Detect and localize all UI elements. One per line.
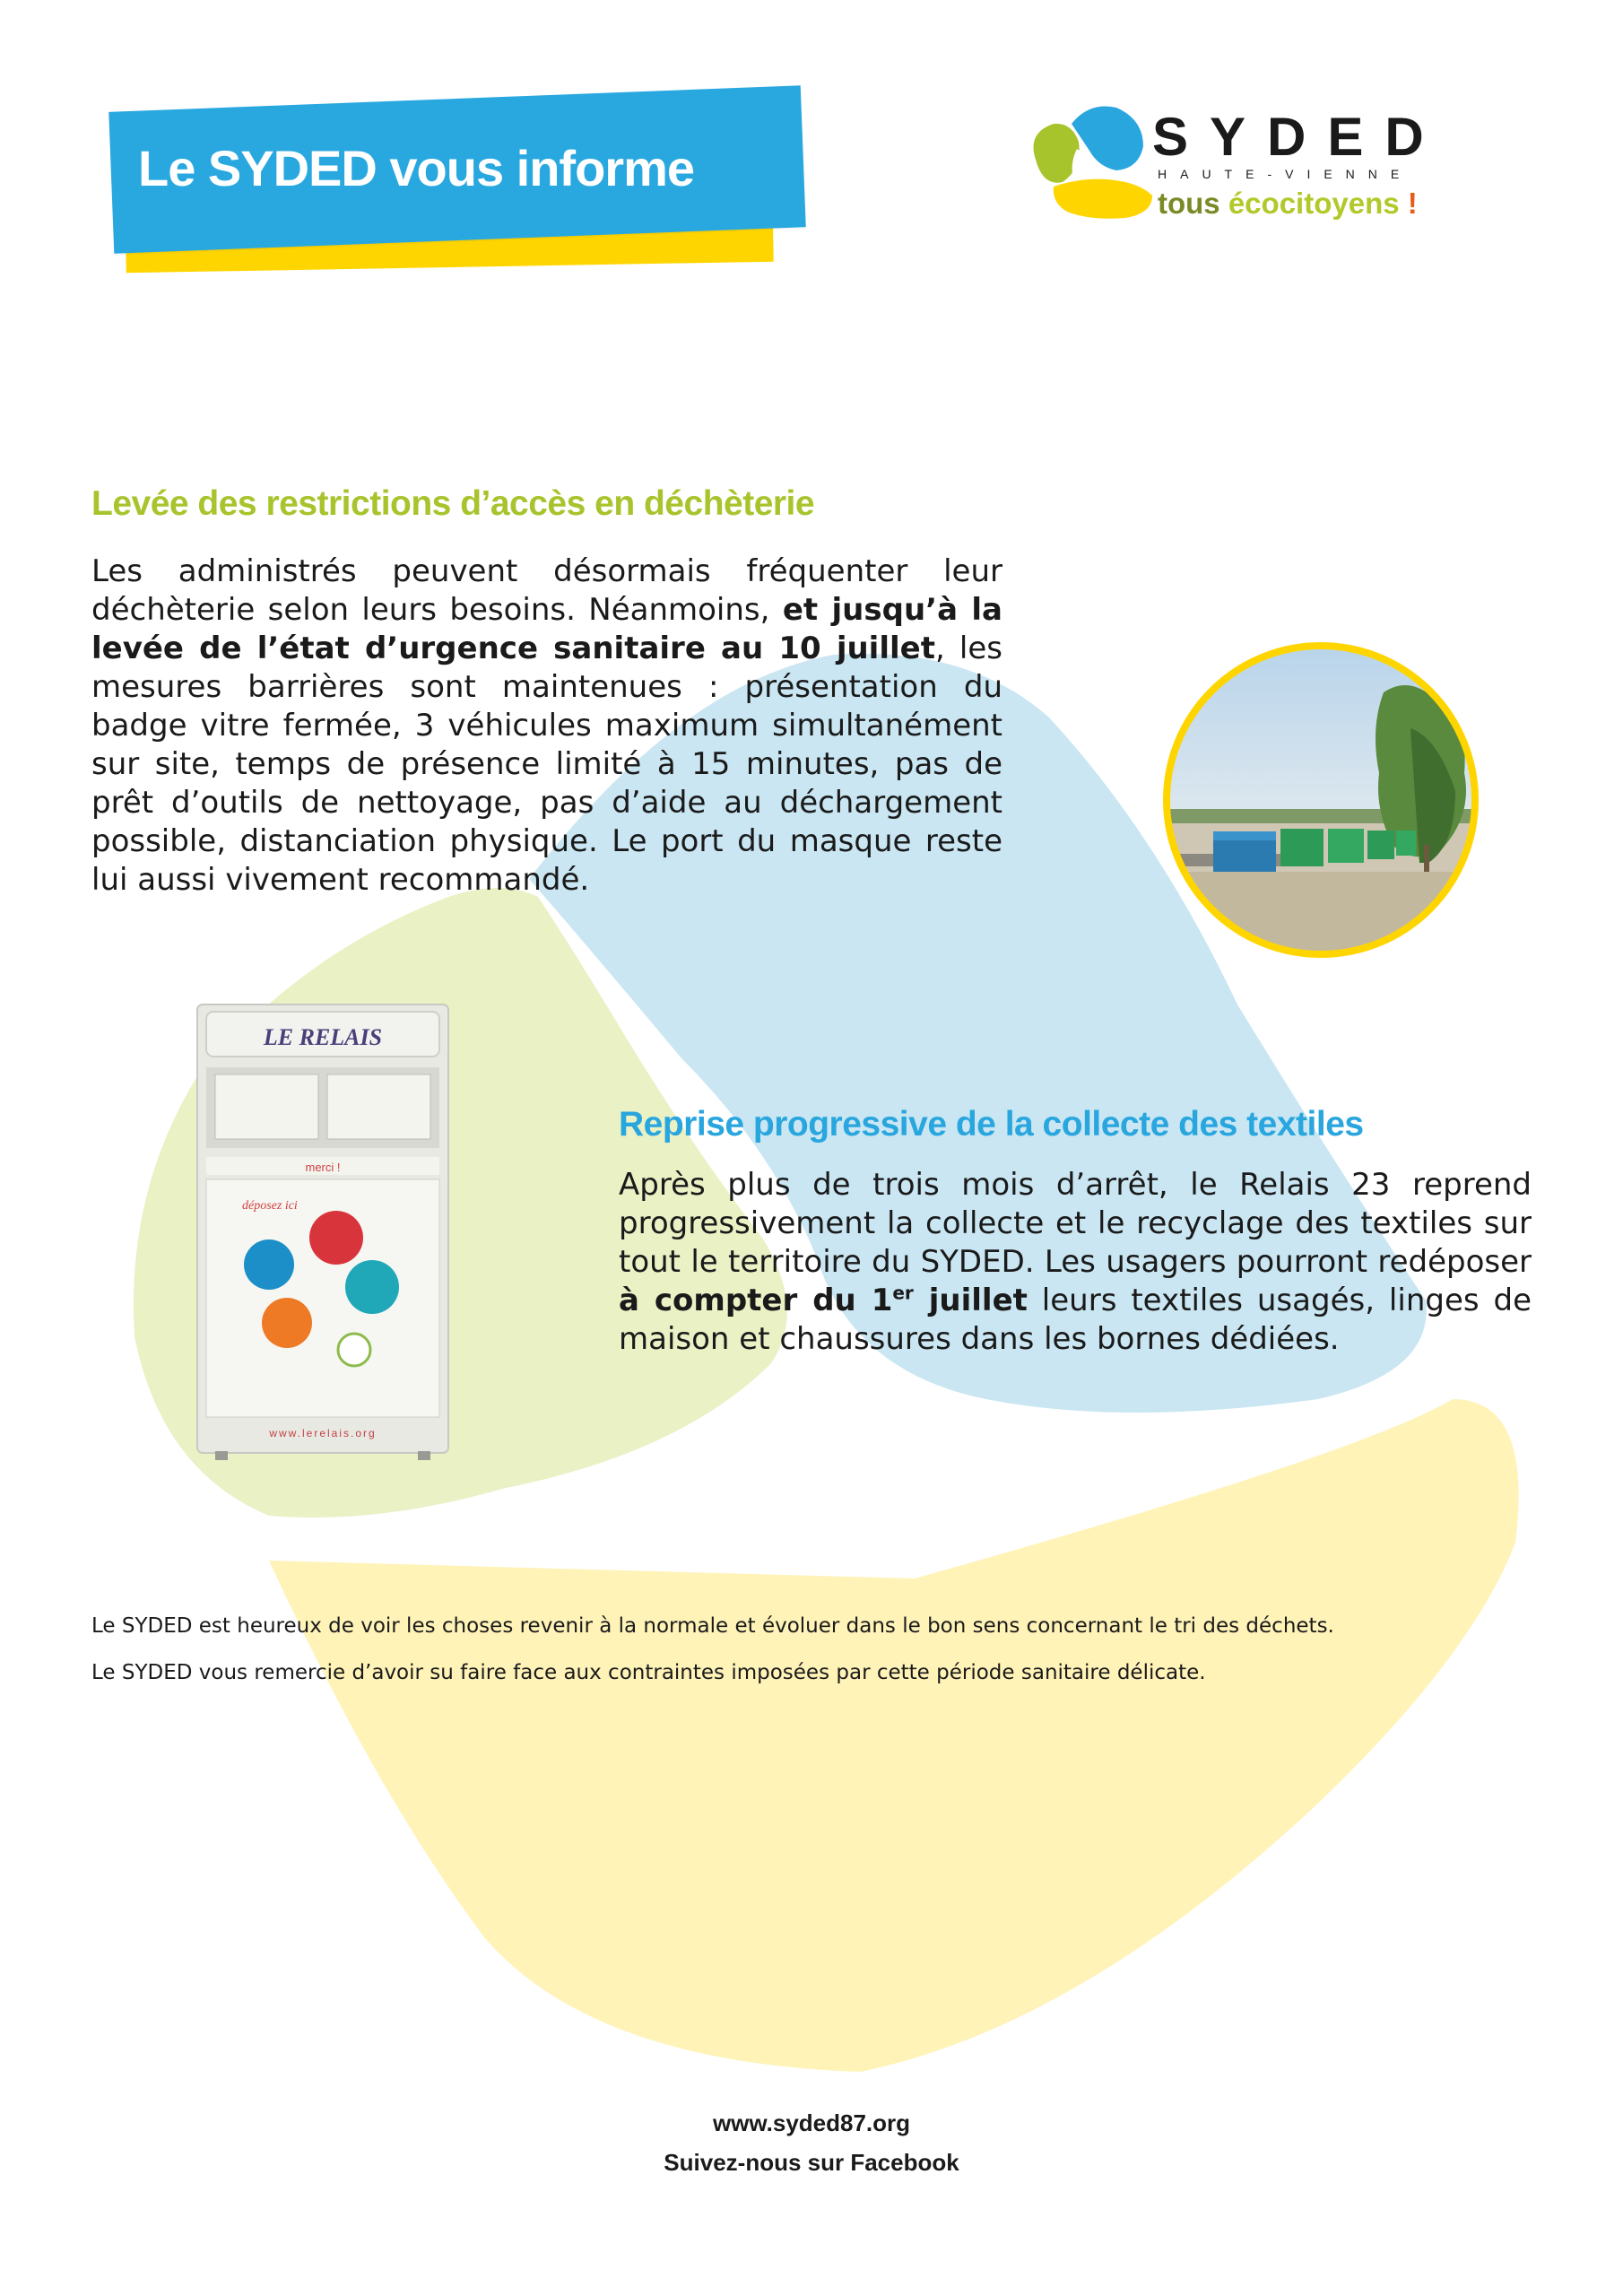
recycling-center-photo: [1159, 639, 1482, 961]
section2-text-a: Après plus de trois mois d’arrêt, le Relais 23 reprend progressivement la collecte et le recyclage des textiles sur tout le territoire du SYDED. Les usagers pourront redéposer: [619, 1167, 1532, 1280]
logo-tagline: [1158, 187, 1418, 221]
section1-heading: Levée des restrictions d’accès en déchèterie: [91, 484, 815, 523]
box-brand: LE RELAIS: [263, 1024, 383, 1050]
textile-collection-box: [188, 996, 457, 1462]
syded-logo: [1018, 97, 1448, 231]
section2-text-b: leurs textiles usagés, linges de maison et chaussures dans les bornes dédiées.: [619, 1283, 1532, 1357]
syded-logo-icon: [1018, 97, 1161, 222]
tagline-part3: !: [1399, 187, 1418, 220]
section2-text-bold: à compter du 1: [619, 1283, 893, 1318]
tagline-part2: écocitoyens: [1228, 187, 1400, 220]
note-line-1: Le SYDED est heureux de voir les choses revenir à la normale et évoluer dans le bon sens concernant le tri des déchets.: [91, 1614, 1334, 1638]
section2-text-sup: er: [892, 1282, 914, 1304]
footer-website-link[interactable]: www.syded87.org: [712, 2109, 911, 2136]
section2-heading: Reprise progressive de la collecte des textiles: [619, 1105, 1364, 1144]
tagline-part1: tous: [1158, 187, 1228, 220]
section2-paragraph: [619, 1166, 1532, 1359]
box-thanks: merci !: [305, 1161, 341, 1174]
section1-text-b: , les mesures barrières sont maintenues : présentation du badge vitre fermée, 3 véhicules maximum simultanément sur site, temps de présence limité à 15 minutes, pas de prêt d’outils de nettoyage, pas d’aide au déchargement possible, distanciation physique. Le port du masque reste lui aussi vivement recommandé.: [91, 631, 1002, 898]
section2-text-bold2: juillet: [913, 1283, 1028, 1318]
box-site: www.lerelais.org: [269, 1427, 377, 1439]
box-deposit: déposez ici: [242, 1199, 298, 1213]
section1-text-a: Les administrés peuvent désormais fréquenter leur déchèterie selon leurs besoins. Néanmoins,: [91, 553, 1002, 628]
banner-title: Le SYDED vous informe: [138, 140, 695, 196]
section1-paragraph: [91, 552, 1002, 900]
section1-text-bold: et jusqu’à la levée de l’état d’urgence sanitaire au 10 juillet: [91, 592, 1003, 666]
footer-facebook-link[interactable]: Suivez-nous sur Facebook: [664, 2149, 959, 2176]
logo-name: SYDED: [1152, 107, 1445, 167]
note-line-2: Le SYDED vous remercie d’avoir su faire face aux contraintes imposées par cette période sanitaire délicate.: [91, 1661, 1206, 1684]
logo-subtitle: HAUTE-VIENNE: [1158, 167, 1413, 181]
